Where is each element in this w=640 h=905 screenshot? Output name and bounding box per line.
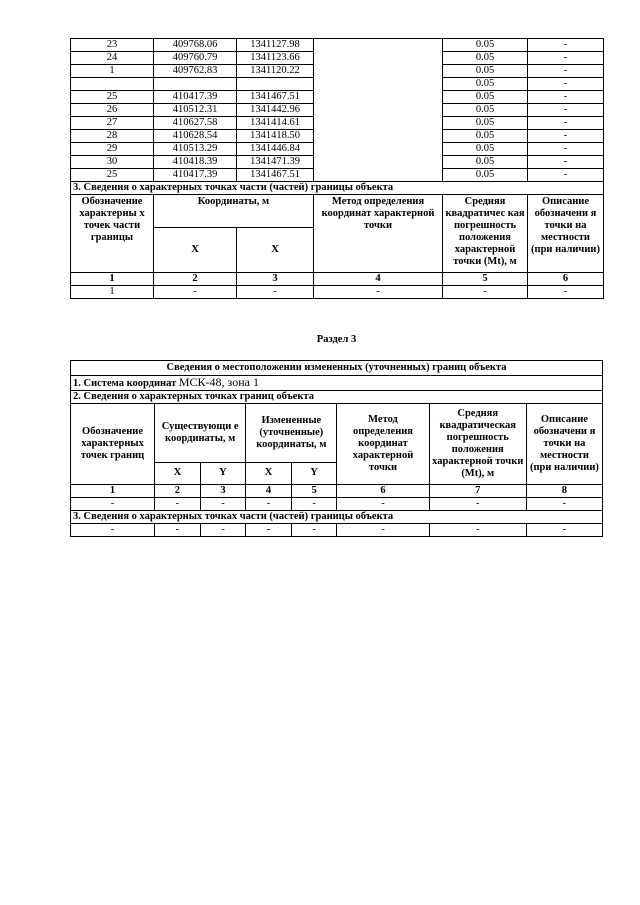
y-coordinate-cell: 1341418.50: [237, 130, 314, 143]
description-cell: -: [528, 169, 604, 182]
column-number: 1: [71, 485, 155, 498]
column-number: 2: [154, 273, 237, 286]
header-method: Метод определения координат характерной точки: [314, 195, 443, 273]
cell: -: [291, 524, 337, 537]
header-x: X: [237, 228, 314, 273]
y-coordinate-cell: 1341467.51: [237, 169, 314, 182]
cell: -: [429, 498, 526, 511]
cell: -: [155, 498, 201, 511]
table-row: [71, 524, 603, 537]
header-description: Описание обозначени я точки на местности (при наличии): [528, 195, 604, 273]
coordinate-system-value: МСК-48, зона 1: [178, 375, 259, 389]
section3-title: 3. Сведения о характерных точках части (частей) границы объекта: [71, 182, 604, 195]
cell: -: [154, 286, 237, 299]
mt-cell: 0.05: [443, 52, 528, 65]
cell: -: [71, 524, 155, 537]
column-number: 5: [443, 273, 528, 286]
description-cell: -: [528, 78, 604, 91]
header-existing-coordinates: Существующи е координаты, м: [155, 404, 246, 463]
y-coordinate-cell: 1341123.66: [237, 52, 314, 65]
description-cell: -: [528, 39, 604, 52]
method-cell: [314, 39, 443, 182]
cell: -: [200, 524, 246, 537]
point-number-cell: 25: [71, 91, 154, 104]
point-number-cell: 28: [71, 130, 154, 143]
x-coordinate-cell: 410628.54: [154, 130, 237, 143]
section3-title: 3. Сведения о характерных точках части (частей) границы объекта: [71, 511, 603, 524]
header-x: X: [155, 462, 201, 484]
description-cell: -: [528, 156, 604, 169]
y-coordinate-cell: 1341120.22: [237, 65, 314, 78]
mt-cell: 0.05: [443, 91, 528, 104]
header-mt: Средняя квадратичес кая погрешность положения характерной точки (Mt), м: [443, 195, 528, 273]
mt-cell: 0.05: [443, 130, 528, 143]
column-number: 4: [314, 273, 443, 286]
x-coordinate-cell: 409762.83: [154, 65, 237, 78]
mt-cell: 0.05: [443, 65, 528, 78]
cell: -: [246, 498, 292, 511]
column-number: 2: [155, 485, 201, 498]
point-number-cell: [71, 78, 154, 91]
cell: -: [526, 524, 602, 537]
section-heading: Раздел 3: [316, 334, 357, 345]
x-coordinate-cell: 409768.06: [154, 39, 237, 52]
cell: -: [528, 286, 604, 299]
header-x: X: [246, 462, 292, 484]
cell: -: [155, 524, 201, 537]
description-cell: -: [528, 65, 604, 78]
header-y: Y: [200, 462, 246, 484]
point-number-cell: 27: [71, 117, 154, 130]
column-numbers-row: [71, 273, 604, 286]
cell: 1: [71, 286, 154, 299]
section2-title: 2. Сведения о характерных точках границ объекта: [71, 391, 603, 404]
mt-cell: 0.05: [443, 39, 528, 52]
column-number: 6: [528, 273, 604, 286]
point-number-cell: 1: [71, 65, 154, 78]
point-number-cell: 24: [71, 52, 154, 65]
y-coordinate-cell: 1341446.84: [237, 143, 314, 156]
cell: -: [526, 498, 602, 511]
cell: -: [246, 524, 292, 537]
y-coordinate-cell: 1341442.96: [237, 104, 314, 117]
column-number: 8: [526, 485, 602, 498]
mt-cell: 0.05: [443, 104, 528, 117]
column-number: 6: [337, 485, 429, 498]
point-number-cell: 29: [71, 143, 154, 156]
column-number: 1: [71, 273, 154, 286]
coordinate-system-row: [71, 376, 603, 391]
mt-cell: 0.05: [443, 156, 528, 169]
x-coordinate-cell: [154, 78, 237, 91]
description-cell: -: [528, 91, 604, 104]
y-coordinate-cell: [237, 78, 314, 91]
coordinate-system-label: 1. Система координат: [73, 378, 177, 389]
header-x: X: [154, 228, 237, 273]
point-number-cell: 23: [71, 39, 154, 52]
cell: -: [291, 498, 337, 511]
point-number-cell: 25: [71, 169, 154, 182]
table-row: [71, 286, 604, 299]
x-coordinate-cell: 410512.31: [154, 104, 237, 117]
x-coordinate-cell: 409760.79: [154, 52, 237, 65]
description-cell: -: [528, 104, 604, 117]
mt-cell: 0.05: [443, 143, 528, 156]
table-row: [71, 39, 604, 52]
y-coordinate-cell: 1341471.39: [237, 156, 314, 169]
column-number: 4: [246, 485, 292, 498]
header-y: Y: [291, 462, 337, 484]
header-method: Метод определения координат характерной точки: [337, 404, 429, 485]
description-cell: -: [528, 52, 604, 65]
cell: -: [200, 498, 246, 511]
table-title: Сведения о местоположении измененных (уточненных) границ объекта: [71, 361, 603, 376]
cell: -: [443, 286, 528, 299]
header-description: Описание обозначени я точки на местности (при наличии): [526, 404, 602, 485]
table-row: [71, 498, 603, 511]
header-changed-coordinates: Измененные (уточненные) координаты, м: [246, 404, 337, 463]
boundary-points-table: [70, 38, 604, 299]
column-number: 3: [237, 273, 314, 286]
header-designation: Обозначение характерных точек границ: [71, 404, 155, 485]
mt-cell: 0.05: [443, 78, 528, 91]
changed-boundaries-table: [70, 360, 603, 537]
cell: -: [337, 498, 429, 511]
description-cell: -: [528, 130, 604, 143]
x-coordinate-cell: 410417.39: [154, 91, 237, 104]
column-number: 7: [429, 485, 526, 498]
column-number: 5: [291, 485, 337, 498]
x-coordinate-cell: 410418.39: [154, 156, 237, 169]
mt-cell: 0.05: [443, 117, 528, 130]
cell: -: [314, 286, 443, 299]
y-coordinate-cell: 1341127.98: [237, 39, 314, 52]
description-cell: -: [528, 117, 604, 130]
header-mt: Средняя квадратическая погрешность положения характерной точки (Mt), м: [429, 404, 526, 485]
point-number-cell: 30: [71, 156, 154, 169]
y-coordinate-cell: 1341414.61: [237, 117, 314, 130]
header-designation: Обозначение характерны х точек части границы: [71, 195, 154, 273]
point-number-cell: 26: [71, 104, 154, 117]
cell: -: [429, 524, 526, 537]
mt-cell: 0.05: [443, 169, 528, 182]
column-number: 3: [200, 485, 246, 498]
x-coordinate-cell: 410513.29: [154, 143, 237, 156]
column-numbers-row: [71, 485, 603, 498]
cell: -: [337, 524, 429, 537]
cell: -: [237, 286, 314, 299]
y-coordinate-cell: 1341467.51: [237, 91, 314, 104]
cell: -: [71, 498, 155, 511]
description-cell: -: [528, 143, 604, 156]
header-coordinates: Координаты, м: [154, 195, 314, 228]
x-coordinate-cell: 410627.58: [154, 117, 237, 130]
x-coordinate-cell: 410417.39: [154, 169, 237, 182]
